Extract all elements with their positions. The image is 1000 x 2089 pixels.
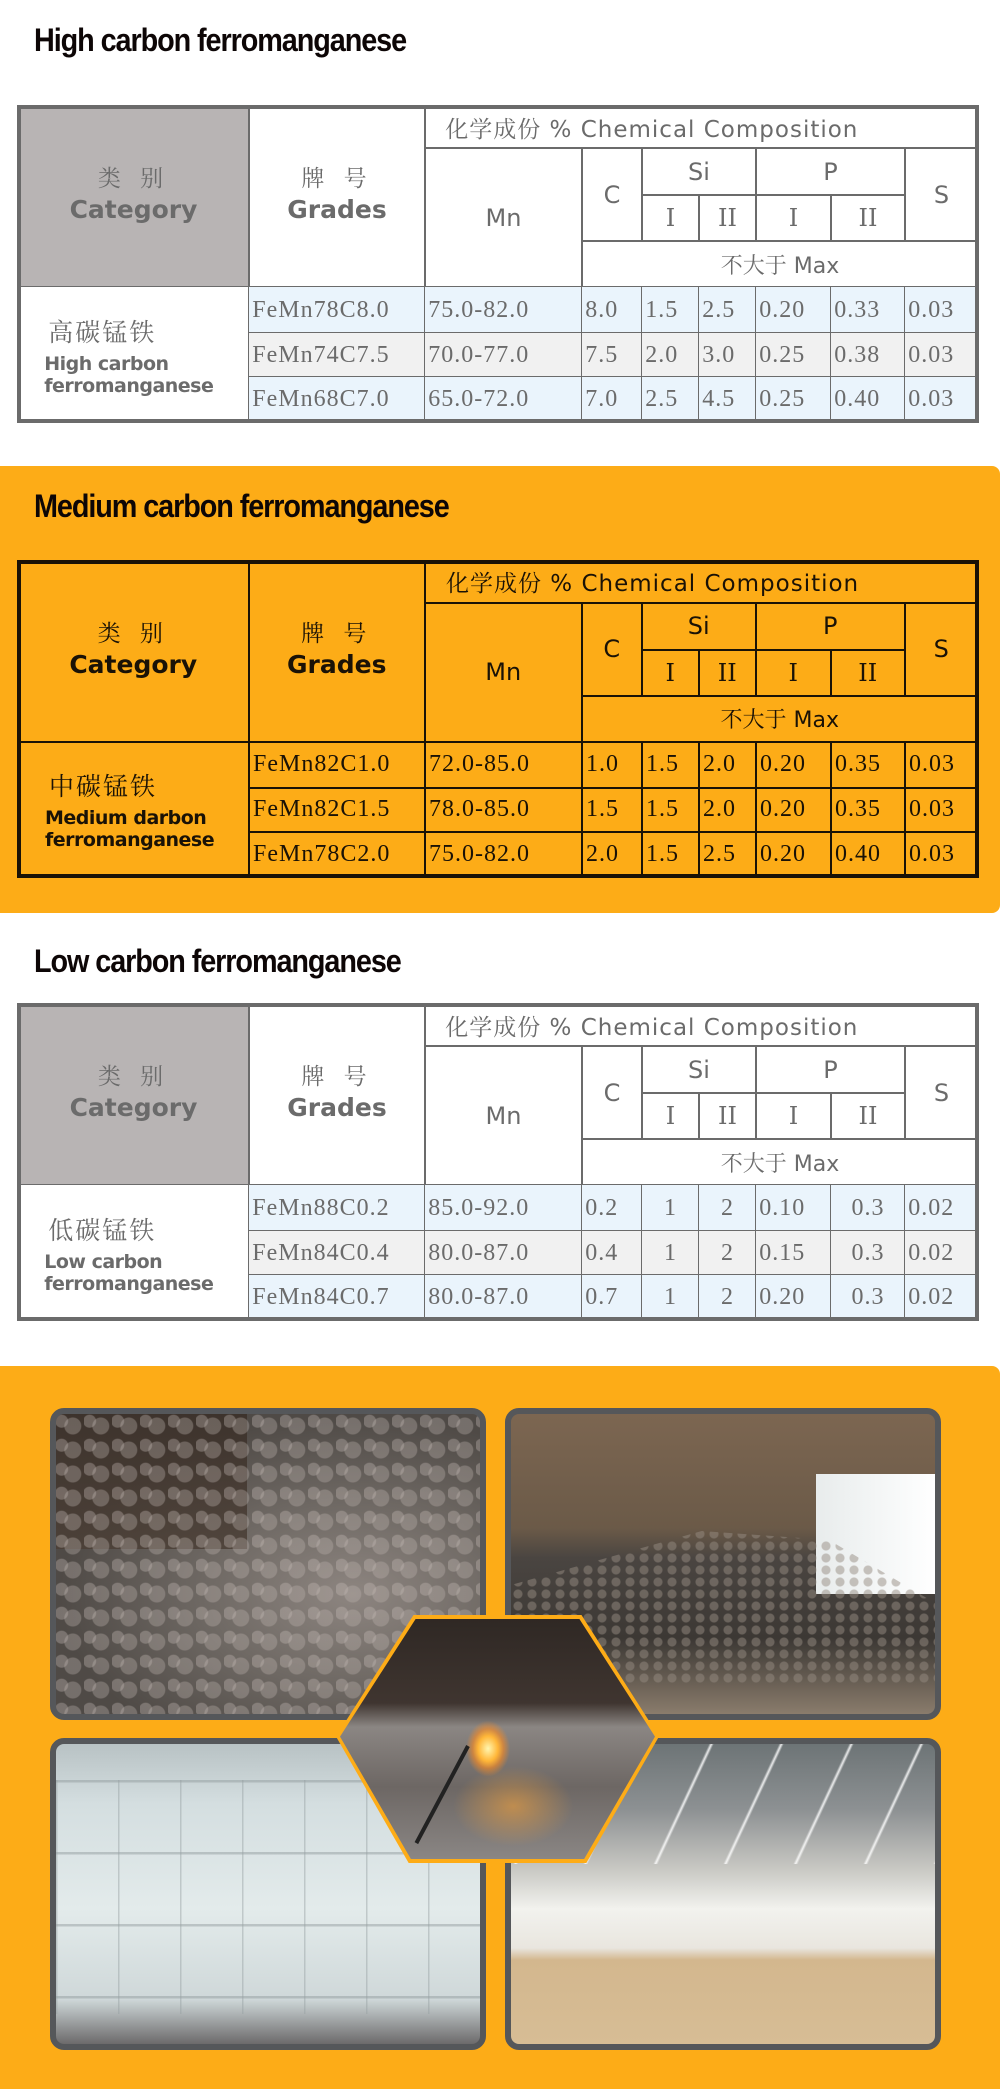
table-cell-si1: 1 bbox=[641, 1184, 700, 1232]
low-carbon-table bbox=[18, 1004, 978, 1320]
category-name-en-line1: High carbon bbox=[44, 352, 169, 375]
category-name-en-line2: ferromanganese bbox=[45, 829, 215, 852]
si-grade-i-header: I bbox=[641, 1092, 700, 1140]
low-carbon-section bbox=[0, 913, 1000, 1366]
table-cell-s: 0.03 bbox=[904, 286, 979, 334]
max-header: 不大于 Max bbox=[581, 1138, 979, 1186]
table-cell-p1: 0.10 bbox=[755, 1184, 832, 1232]
table-cell-si1: 1.5 bbox=[641, 831, 700, 878]
p-grade-ii-header: II bbox=[830, 1092, 906, 1140]
grades-header-en: Grades bbox=[287, 195, 387, 225]
table-cell-mn: 75.0-82.0 bbox=[424, 831, 583, 878]
category-name-zh: 中碳锰铁 bbox=[49, 772, 158, 802]
table-cell-s: 0.03 bbox=[904, 787, 979, 833]
category-header bbox=[17, 105, 250, 288]
si-header: Si bbox=[641, 602, 757, 651]
mn-header: Mn bbox=[424, 147, 583, 288]
table-cell-si2: 3.0 bbox=[698, 332, 757, 378]
table-cell-mn: 80.0-87.0 bbox=[424, 1274, 583, 1321]
chemical-composition-header: 化学成份 % Chemical Composition bbox=[424, 105, 979, 149]
si-grade-ii-header: II bbox=[698, 194, 757, 242]
table-cell-c: 7.0 bbox=[581, 376, 643, 423]
table-cell-p1: 0.25 bbox=[755, 376, 832, 423]
c-header: C bbox=[581, 602, 643, 697]
table-cell-s: 0.03 bbox=[904, 332, 979, 378]
p-grade-i-header: I bbox=[755, 194, 832, 242]
category-name-zh: 高碳锰铁 bbox=[48, 317, 157, 347]
category-cell bbox=[17, 741, 250, 878]
tapping-rod bbox=[415, 1745, 470, 1844]
category-header bbox=[17, 1003, 250, 1186]
mn-header: Mn bbox=[424, 602, 583, 743]
si-header: Si bbox=[641, 1045, 757, 1094]
category-header bbox=[17, 560, 250, 743]
p-header: P bbox=[755, 147, 906, 196]
table-cell-mn: 80.0-87.0 bbox=[424, 1230, 583, 1276]
table-cell-si1: 2.5 bbox=[641, 376, 700, 423]
chemical-composition-header: 化学成份 % Chemical Composition bbox=[424, 1003, 979, 1047]
table-cell-s: 0.03 bbox=[904, 741, 979, 789]
table-cell-si2: 2.5 bbox=[698, 831, 757, 878]
table-cell-s: 0.02 bbox=[904, 1230, 979, 1276]
table-cell-grade: FeMn74C7.5 bbox=[248, 332, 426, 378]
table-cell-grade: FeMn78C8.0 bbox=[248, 286, 426, 334]
category-header-zh: 类 别 bbox=[97, 166, 170, 193]
table-cell-mn: 75.0-82.0 bbox=[424, 286, 583, 334]
medium-carbon-section bbox=[0, 466, 1000, 913]
table-cell-si1: 1 bbox=[641, 1230, 700, 1276]
p-header: P bbox=[755, 1045, 906, 1094]
table-cell-si2: 4.5 bbox=[698, 376, 757, 423]
grades-header bbox=[248, 105, 426, 288]
category-cell bbox=[17, 286, 250, 423]
grades-header-en: Grades bbox=[287, 649, 387, 679]
table-cell-c: 7.5 bbox=[581, 332, 643, 378]
high-carbon-section bbox=[0, 0, 1000, 466]
category-header-en: Category bbox=[69, 649, 198, 679]
max-header: 不大于 Max bbox=[581, 695, 979, 743]
table-cell-p2: 0.40 bbox=[830, 831, 906, 878]
grades-header-zh: 牌 号 bbox=[301, 166, 373, 193]
table-cell-p1: 0.20 bbox=[755, 286, 832, 334]
si-grade-i-header: I bbox=[641, 194, 700, 242]
table-cell-p2: 0.3 bbox=[830, 1230, 906, 1276]
table-cell-c: 0.2 bbox=[581, 1184, 643, 1232]
table-cell-si1: 2.0 bbox=[641, 332, 700, 378]
medium-carbon-table bbox=[18, 561, 978, 877]
table-cell-p2: 0.3 bbox=[830, 1184, 906, 1232]
category-name-en-line2: ferromanganese bbox=[44, 374, 214, 397]
table-cell-si1: 1.5 bbox=[641, 286, 700, 334]
grades-header-zh: 牌 号 bbox=[301, 1064, 373, 1091]
table-cell-si1: 1 bbox=[641, 1274, 700, 1321]
chemical-composition-header: 化学成份 % Chemical Composition bbox=[424, 560, 979, 604]
table-cell-p1: 0.20 bbox=[755, 787, 832, 833]
s-header: S bbox=[904, 147, 979, 242]
table-cell-grade: FeMn82C1.5 bbox=[248, 787, 426, 833]
table-cell-si2: 2 bbox=[698, 1184, 757, 1232]
table-cell-p1: 0.20 bbox=[755, 831, 832, 878]
table-cell-p1: 0.20 bbox=[755, 741, 832, 789]
photo-gallery-section bbox=[0, 1366, 1000, 2089]
p-grade-i-header: I bbox=[755, 649, 832, 697]
category-name-zh: 低碳锰铁 bbox=[48, 1215, 157, 1245]
table-cell-grade: FeMn82C1.0 bbox=[248, 741, 426, 789]
max-header: 不大于 Max bbox=[581, 240, 979, 288]
table-cell-grade: FeMn88C0.2 bbox=[248, 1184, 426, 1232]
table-cell-p2: 0.40 bbox=[830, 376, 906, 423]
table-cell-c: 1.5 bbox=[581, 787, 643, 833]
table-cell-c: 1.0 bbox=[581, 741, 643, 789]
category-header-en: Category bbox=[69, 1093, 198, 1123]
section-title: Low carbon ferromanganese bbox=[34, 943, 401, 979]
table-cell-si2: 2 bbox=[698, 1230, 757, 1276]
table-cell-si1: 1.5 bbox=[641, 787, 700, 833]
table-cell-si2: 2 bbox=[698, 1274, 757, 1321]
c-header: C bbox=[581, 147, 643, 242]
table-cell-mn: 70.0-77.0 bbox=[424, 332, 583, 378]
s-header: S bbox=[904, 602, 979, 697]
grades-header-zh: 牌 号 bbox=[301, 621, 373, 648]
si-grade-i-header: I bbox=[641, 649, 700, 697]
category-header-zh: 类 别 bbox=[97, 621, 169, 648]
table-cell-p2: 0.33 bbox=[830, 286, 906, 334]
category-name-en-line1: Medium darbon bbox=[45, 807, 207, 830]
table-cell-p2: 0.35 bbox=[830, 741, 906, 789]
high-carbon-table bbox=[18, 106, 978, 422]
table-cell-s: 0.02 bbox=[904, 1274, 979, 1321]
p-grade-ii-header: II bbox=[830, 194, 906, 242]
category-name-en-line1: Low carbon bbox=[44, 1250, 163, 1273]
table-cell-p1: 0.15 bbox=[755, 1230, 832, 1276]
table-cell-p1: 0.20 bbox=[755, 1274, 832, 1321]
s-header: S bbox=[904, 1045, 979, 1140]
category-header-en: Category bbox=[69, 195, 198, 225]
table-cell-si2: 2.0 bbox=[698, 787, 757, 833]
table-cell-grade: FeMn78C2.0 bbox=[248, 831, 426, 878]
p-header: P bbox=[755, 602, 906, 651]
table-cell-s: 0.03 bbox=[904, 376, 979, 423]
table-cell-mn: 65.0-72.0 bbox=[424, 376, 583, 423]
table-cell-grade: FeMn84C0.4 bbox=[248, 1230, 426, 1276]
category-cell bbox=[17, 1184, 250, 1321]
table-cell-c: 0.7 bbox=[581, 1274, 643, 1321]
grades-header bbox=[248, 560, 426, 743]
table-cell-grade: FeMn84C0.7 bbox=[248, 1274, 426, 1321]
table-cell-mn: 78.0-85.0 bbox=[424, 787, 583, 833]
c-header: C bbox=[581, 1045, 643, 1140]
si-header: Si bbox=[641, 147, 757, 196]
p-grade-ii-header: II bbox=[830, 649, 906, 697]
table-cell-p2: 0.35 bbox=[830, 787, 906, 833]
table-cell-grade: FeMn68C7.0 bbox=[248, 376, 426, 423]
table-cell-c: 8.0 bbox=[581, 286, 643, 334]
table-cell-p2: 0.3 bbox=[830, 1274, 906, 1321]
table-cell-p1: 0.25 bbox=[755, 332, 832, 378]
table-cell-si1: 1.5 bbox=[641, 741, 700, 789]
table-cell-c: 0.4 bbox=[581, 1230, 643, 1276]
table-cell-mn: 85.0-92.0 bbox=[424, 1184, 583, 1232]
si-grade-ii-header: II bbox=[698, 649, 757, 697]
category-header-zh: 类 别 bbox=[97, 1064, 170, 1091]
table-cell-mn: 72.0-85.0 bbox=[424, 741, 583, 789]
table-cell-p2: 0.38 bbox=[830, 332, 906, 378]
grades-header bbox=[248, 1003, 426, 1186]
table-cell-s: 0.02 bbox=[904, 1184, 979, 1232]
si-grade-ii-header: II bbox=[698, 1092, 757, 1140]
section-title: Medium carbon ferromanganese bbox=[34, 488, 449, 524]
mn-header: Mn bbox=[424, 1045, 583, 1186]
table-cell-c: 2.0 bbox=[581, 831, 643, 878]
table-cell-si2: 2.5 bbox=[698, 286, 757, 334]
table-cell-si2: 2.0 bbox=[698, 741, 757, 789]
grades-header-en: Grades bbox=[287, 1093, 387, 1123]
section-title: High carbon ferromanganese bbox=[34, 22, 407, 58]
p-grade-i-header: I bbox=[755, 1092, 832, 1140]
table-cell-s: 0.03 bbox=[904, 831, 979, 878]
category-name-en-line2: ferromanganese bbox=[44, 1272, 214, 1295]
